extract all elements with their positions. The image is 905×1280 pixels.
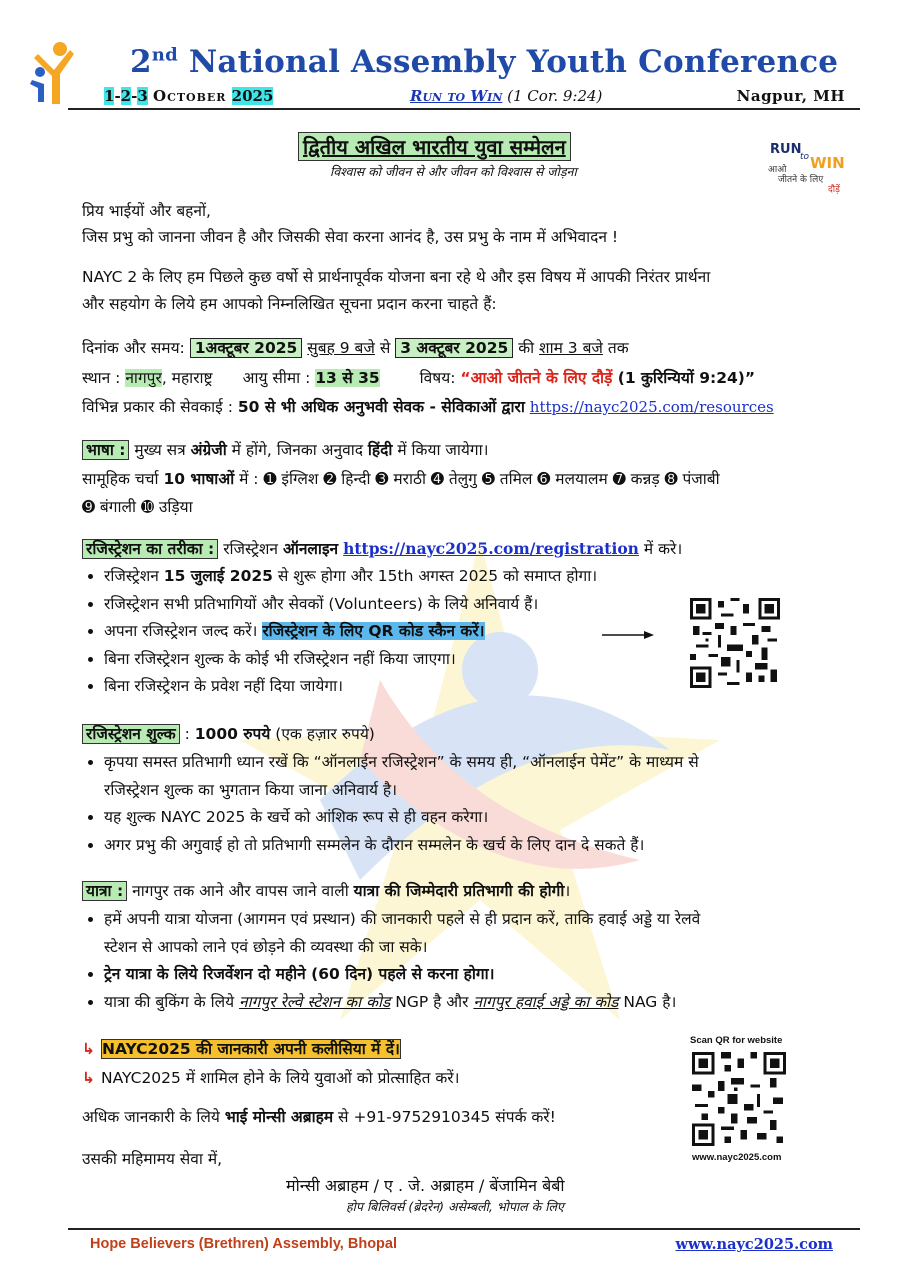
- list-item: • अपना रजिस्ट्रेशन जल्द करें। रजिस्ट्रेशन के लिए QR कोड स्कैन करें।: [104, 618, 597, 646]
- event-ministry: विभिन्न प्रकार की सेवकाई : 50 से भी अधिक अनुभवी सेवक - सेविकाओं द्वारा https://nayc2025.com/resources: [82, 398, 774, 416]
- contact-info: अधिक जानकारी के लिये भाई मोन्सी अब्राहम से +91-9752910345 संपर्क करें!: [82, 1108, 556, 1126]
- registration-qr-code[interactable]: [690, 598, 780, 688]
- header-divider: [68, 108, 860, 110]
- event-place-age-topic: स्थान : नागपुर, महाराष्ट्र आयु सीमा : 13 से 35 विषय: “आओ जीतने के लिए दौड़ें (1 कुरिन्यियों 9:24)”: [82, 369, 756, 387]
- regards-line: उसकी महिमामय सेवा में,: [82, 1150, 223, 1168]
- encourage-youth-point: ↳ NAYC2025 में शामिल होने के लिये युवाओं को प्रोत्साहित करें।: [82, 1069, 460, 1087]
- list-item: • बिना रजिस्ट्रेशन शुल्क के कोई भी रजिस्ट्रेशन नहीं किया जाएगा।: [104, 646, 597, 674]
- greeting-line: प्रिय भाईयों और बहनों,: [82, 202, 211, 220]
- group-discussion-languages-cont: ➒ बंगाली ➓ उड़िया: [82, 498, 193, 516]
- conference-dates: 1-2-3 October 2025: [104, 87, 274, 105]
- fee-list: [84, 749, 699, 859]
- list-item: • कृपया समस्त प्रतिभागी ध्यान रखें कि “ऑनलाईन रजिस्ट्रेशन” के समय ही, “ऑनलाईन पेमेंट” के माध्यम से रजिस्ट्रेशन शुल्क का भुगतान किया जाना अनिवार्य है।: [104, 749, 699, 804]
- intro-line-2: और सहयोग के लिये हम आपको निम्नलिखित सूचना प्रदान करना चाहते हैं:: [82, 295, 497, 313]
- hindi-title: द्वितीय अखिल भारतीय युवा सम्मेलन: [298, 132, 571, 161]
- arrow-right-icon: [602, 630, 654, 640]
- registration-link[interactable]: https://nayc2025.com/registration: [343, 539, 639, 558]
- signatories: मोन्सी अब्राहम / ए . जे. अब्राहम / बेंजामिन बेबी: [286, 1176, 565, 1195]
- website-qr-code[interactable]: [692, 1052, 786, 1146]
- list-item: • अगर प्रभु की अगुवाई हो तो प्रतिभागी सम्मलेन के दौरान सम्मलेन के खर्च के लिए दान दे सकते हैं।: [104, 832, 699, 860]
- resources-link[interactable]: https://nayc2025.com/resources: [529, 398, 774, 416]
- run-to-win-badge: RUN to WIN आओ जीतने के लिए दौड़ें: [768, 142, 845, 195]
- list-item: • ट्रेन यात्रा के लिये रिजर्वेशन दो महीने (60 दिन) पहले से करना होगा।: [104, 961, 700, 989]
- footer-website-link[interactable]: www.nayc2025.com: [675, 1236, 833, 1253]
- website-qr-caption: Scan QR for website: [690, 1035, 783, 1046]
- travel-list: [84, 906, 700, 1016]
- conference-title: 2nd National Assembly Youth Conference: [130, 44, 839, 80]
- pointer-arrow-icon: ↳: [82, 1040, 95, 1058]
- hindi-tagline: विश्वास को जीवन से और जीवन को विश्वास से जोड़ना: [330, 164, 577, 179]
- list-item: • यह शुल्क NAYC 2025 के खर्चे को आंशिक रूप से ही वहन करेगा।: [104, 804, 699, 832]
- list-item: • रजिस्ट्रेशन 15 जुलाई 2025 से शुरू होगा और 15th अगस्त 2025 को समाप्त होगा।: [104, 563, 597, 591]
- event-date-time: दिनांक और समय: 1अक्टूबर 2025 सुबह 9 बजे से 3 अक्टूबर 2025 की शाम 3 बजे तक: [82, 339, 629, 357]
- list-item: • यात्रा की बुकिंग के लिये नागपुर रेल्वे स्टेशन का कोड NGP है और नागपुर हवाई अड्डे का कोड NAG है।: [104, 989, 700, 1017]
- intro-line-1: NAYC 2 के लिए हम पिछले कुछ वर्षो से प्रार्थनापूर्वक योजना बना रहे थे और इस विषय में आपकी निरंतर प्रार्थना: [82, 268, 711, 286]
- travel-info: यात्रा : नागपुर तक आने और वापस जाने वाली यात्रा की जिम्मेदारी प्रतिभागी की होगी।: [82, 880, 570, 902]
- conference-theme: Run to Win (1 Cor. 9:24): [410, 87, 603, 105]
- registration-method: रजिस्ट्रेशन का तरीका : रजिस्ट्रेशन ऑनलाइन https://nayc2025.com/registration में करे।: [82, 538, 682, 560]
- list-item: • बिना रजिस्ट्रेशन के प्रवेश नहीं दिया जायेगा।: [104, 673, 597, 701]
- footer-assembly: Hope Believers (Brethren) Assembly, Bhopal: [90, 1236, 397, 1252]
- signatories-subtitle: होप बिलिवर्स (ब्रेदरेन) असेम्बली, भोपाल के लिए: [346, 1199, 564, 1214]
- pointer-arrow-icon: ↳: [82, 1069, 95, 1087]
- registration-fee: रजिस्ट्रेशन शुल्क : 1000 रुपये (एक हज़ार रुपये): [82, 723, 375, 745]
- website-qr-url: www.nayc2025.com: [692, 1152, 782, 1163]
- language-info: भाषा : मुख्य सत्र अंग्रेजी में होंगे, जिनका अनुवाद हिंदी में किया जायेगा।: [82, 439, 489, 461]
- greeting-blessing: जिस प्रभु को जानना जीवन है और जिसकी सेवा करना आनंद है, उस प्रभु के नाम में अभिवादन !: [82, 228, 619, 246]
- registration-list: [84, 563, 597, 701]
- group-discussion-languages: सामूहिक चर्चा 10 भाषाओं में : ➊ इंग्लिश ➋ हिन्दी ➌ मराठी ➍ तेलुगु ➎ तमिल ➏ मलयालम ➐ कन्नड़ ➑ पंजाबी: [82, 470, 720, 488]
- list-item: • रजिस्ट्रेशन सभी प्रतिभागियों और सेवकों (Volunteers) के लिये अनिवार्य हैं।: [104, 591, 597, 619]
- conference-logo: [30, 40, 80, 106]
- footer-divider: [68, 1228, 860, 1230]
- share-info-point: ↳ NAYC2025 की जानकारी अपनी कलीसिया में दें।: [82, 1040, 400, 1058]
- list-item: • हमें अपनी यात्रा योजना (आगमन एवं प्रस्थान) की जानकारी पहले से ही प्रदान करें, ताकि हवाई अड्डे या रेलवे स्टेशन से आपको लाने एवं छोड़ने की व्यवस्था की जा सके।: [104, 906, 700, 961]
- conference-location: Nagpur, MH: [736, 87, 845, 105]
